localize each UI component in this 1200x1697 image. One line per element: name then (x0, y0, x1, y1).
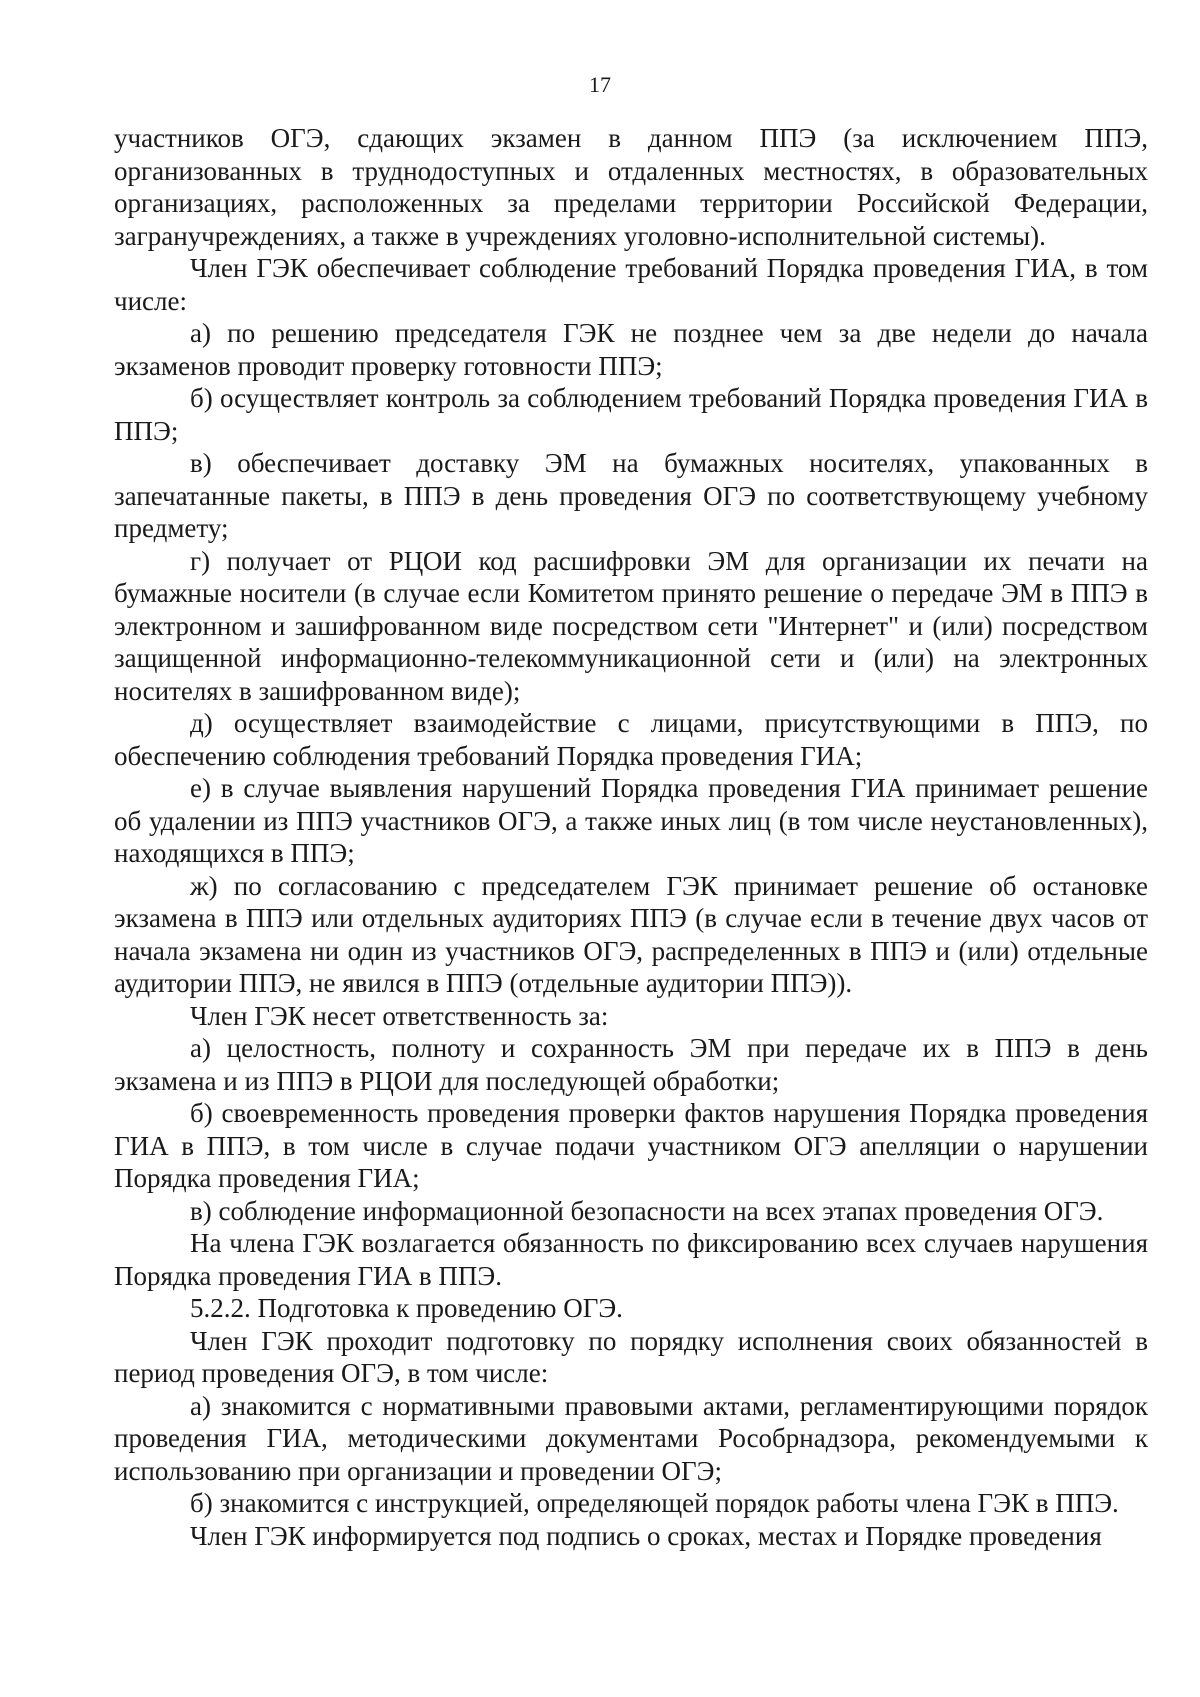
paragraph: Член ГЭК информируется под подпись о сроках, местах и Порядке проведения (190, 1520, 1102, 1551)
list-item: д) осуществляет взаимодействие с лицами, присутствующими в ППЭ, по обеспечению соблюдения требований Порядка проведения ГИА; (114, 708, 1148, 771)
list-item: б) знакомится с инструкцией, определяющей порядок работы члена ГЭК в ППЭ. (190, 1488, 1119, 1518)
paragraph: Член ГЭК проходит подготовку по порядку исполнения своих обязанностей в период проведения ОГЭ, в том числе: (114, 1325, 1148, 1388)
paragraph: Член ГЭК обеспечивает соблюдение требований Порядка проведения ГИА, в том числе: (114, 253, 1148, 316)
list-item: а) целостность, полноту и сохранность ЭМ при передаче их в ППЭ в день экзамена и из ППЭ в РЦОИ для последующей обработки; (114, 1033, 1148, 1096)
list-item: б) своевременность проведения проверки фактов нарушения Порядка проведения ГИА в ППЭ, в том числе в случае подачи участником ОГЭ апелляции о нарушении Порядка проведения ГИА; (114, 1098, 1148, 1193)
document-body (114, 122, 1148, 1552)
list-item: г) получает от РЦОИ код расшифровки ЭМ для организации их печати на бумажные носители (в случае если Комитетом принято решение о передаче ЭМ в ППЭ в электронном и зашифрованном виде посредством сети "Интернет" и (или) посредством защищенной информационно-телекоммуникационной сети и (или) на электронных носителях в зашифрованном виде); (114, 545, 1148, 706)
list-item: е) в случае выявления нарушений Порядка проведения ГИА принимает решение об удалении из ППЭ участников ОГЭ, а также иных лиц (в том числе неустановленных), находящихся в ППЭ; (114, 773, 1148, 868)
list-item: б) осуществляет контроль за соблюдением требований Порядка проведения ГИА в ППЭ; (114, 383, 1148, 446)
list-item: ж) по согласованию с председателем ГЭК принимает решение об остановке экзамена в ППЭ или отдельных аудиториях ППЭ (в случае если в течение двух часов от начала экзамена ни один из участников ОГЭ, распределенных в ППЭ и (или) отдельные аудитории ППЭ, не явился в ППЭ (отдельные аудитории ППЭ)). (114, 870, 1148, 998)
list-item: в) соблюдение информационной безопасности на всех этапах проведения ОГЭ. (190, 1195, 1104, 1226)
section-heading: 5.2.2. Подготовка к проведению ОГЭ. (190, 1293, 623, 1323)
list-item: а) по решению председателя ГЭК не позднее чем за две недели до начала экзаменов проводит проверку готовности ППЭ; (114, 318, 1148, 381)
paragraph: Член ГЭК несет ответственность за: (190, 1000, 609, 1031)
paragraph: участников ОГЭ, сдающих экзамен в данном ППЭ (за исключением ППЭ, организованных в труднодоступных и отдаленных местностях, в образовательных организациях, расположенных за пределами территории Российской Федерации, загранучреждениях, а также в учреждениях уголовно-исполнительной системы). (114, 123, 1148, 251)
page-number: 17 (589, 72, 611, 97)
list-item: в) обеспечивает доставку ЭМ на бумажных носителях, упакованных в запечатанные пакеты, в ППЭ в день проведения ОГЭ по соответствующему учебному предмету; (114, 448, 1148, 543)
list-item: а) знакомится с нормативными правовыми актами, регламентирующими порядок проведения ГИА, методическими документами Рособрнадзора, рекомендуемыми к использованию при организации и проведении ОГЭ; (114, 1390, 1148, 1486)
paragraph: На члена ГЭК возлагается обязанность по фиксированию всех случаев нарушения Порядка проведения ГИА в ППЭ. (114, 1228, 1148, 1291)
